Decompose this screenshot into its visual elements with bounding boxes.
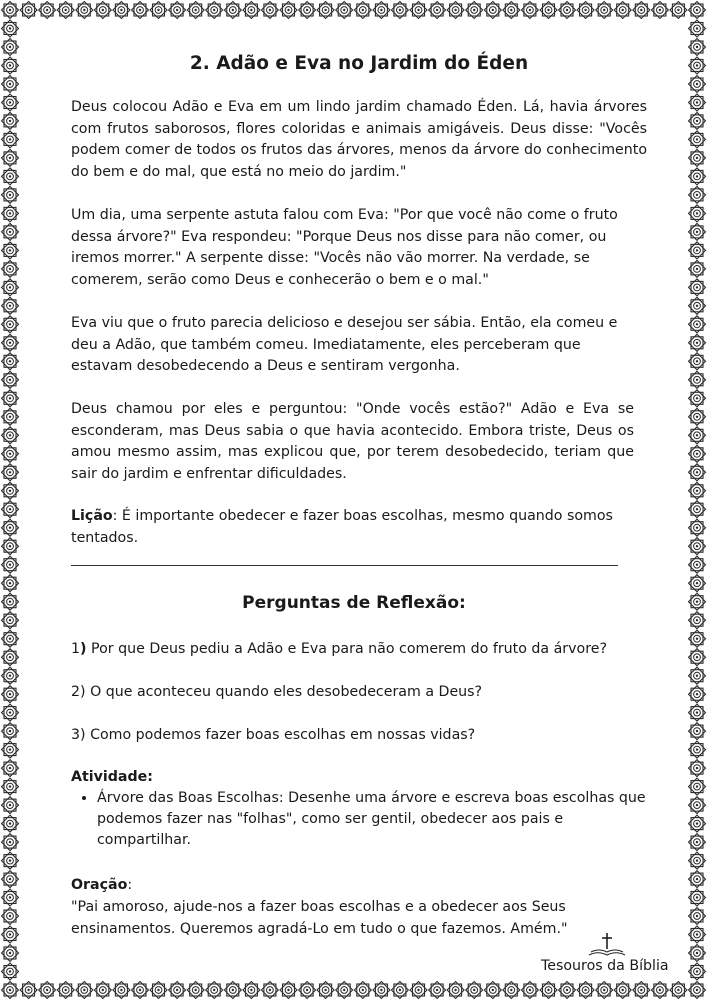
border-tile-icon	[689, 926, 706, 943]
border-tile-icon	[689, 260, 706, 277]
border-tile-icon	[2, 982, 19, 999]
border-tile-icon	[94, 982, 111, 999]
border-tile-icon	[689, 649, 706, 666]
question-number: 3)	[71, 727, 86, 743]
question-paren: )	[80, 641, 87, 657]
border-tile-icon	[689, 519, 706, 536]
border-tile-icon	[132, 982, 149, 999]
border-tile-icon	[76, 982, 93, 999]
border-tile-icon	[2, 316, 19, 333]
brand-logo	[541, 932, 681, 980]
page-title: 2. Adão e Eva no Jardim do Éden	[189, 53, 529, 74]
border-tile-icon	[299, 982, 316, 999]
prayer-text: "Pai amoroso, ajude-nos a fazer boas escolhas e a obedecer aos Seus ensinamentos. Queremos agradá-Lo em tudo o que fazemos. Amém."	[71, 899, 568, 937]
border-tile-icon	[689, 704, 706, 721]
border-tile-icon	[2, 538, 19, 555]
border-tile-icon	[169, 982, 186, 999]
activity-item: • Árvore das Boas Escolhas: Desenhe uma árvore e escreva boas escolhas que podemos fazer nas "folhas", como ser gentil, obedecer aos pais e compartilhar.	[97, 788, 657, 851]
border-tile-icon	[299, 2, 316, 19]
border-tile-icon	[2, 39, 19, 56]
border-tile-icon	[2, 871, 19, 888]
border-tile-icon	[150, 2, 167, 19]
brand-name: Tesouros da Bíblia	[541, 958, 669, 974]
border-tile-icon	[689, 57, 706, 74]
border-tile-icon	[2, 279, 19, 296]
border-tile-icon	[410, 2, 427, 19]
border-tile-icon	[689, 464, 706, 481]
question-2	[71, 682, 482, 703]
story-paragraph-4: Deus chamou por eles e perguntou: "Onde vocês estão?" Adão e Eva se esconderam, mas Deus sabia o que havia acontecido. Embora triste, Deus os amou mesmo assim, mas explicou que, por terem desobedecido, teriam que sair do jardim e enfrentar dificuldades.	[71, 401, 634, 482]
border-tile-icon	[689, 593, 706, 610]
border-tile-icon	[2, 2, 19, 19]
border-tile-icon	[466, 982, 483, 999]
border-tile-icon	[2, 760, 19, 777]
question-text: O que aconteceu quando eles desobedeceram a Deus?	[85, 684, 483, 700]
border-tile-icon	[2, 963, 19, 980]
cross-bible-icon	[587, 932, 627, 958]
border-tile-icon	[521, 2, 538, 19]
border-tile-icon	[391, 982, 408, 999]
story-paragraph-3: Eva viu que o fruto parecia delicioso e desejou ser sábia. Então, ela comeu e deu a Adão, que também comeu. Imediatamente, eles perceberam que estavam desobedecendo a Deus e sentiram vergonha.	[71, 315, 618, 375]
border-tile-icon	[2, 408, 19, 425]
border-tile-icon	[429, 2, 446, 19]
story-paragraph-1: Deus colocou Adão e Eva em um lindo jardim chamado Éden. Lá, havia árvores com frutos saborosos, flores coloridas e animais amigáveis. Deus disse: "Vocês podem comer de todos os frutos das árvores, menos da árvore do conhecimento do bem e do mal, que está no meio do jardim."	[71, 99, 647, 180]
border-tile-icon	[2, 242, 19, 259]
border-tile-icon	[2, 649, 19, 666]
border-tile-icon	[2, 556, 19, 573]
border-tile-icon	[150, 982, 167, 999]
border-tile-icon	[2, 667, 19, 684]
border-tile-icon	[2, 686, 19, 703]
border-tile-icon	[689, 982, 706, 999]
border-tile-icon	[2, 575, 19, 592]
border-tile-icon	[689, 501, 706, 518]
border-tile-icon	[57, 982, 74, 999]
question-3	[71, 725, 475, 746]
border-tile-icon	[391, 2, 408, 19]
question-1	[71, 639, 607, 660]
border-tile-icon	[503, 2, 520, 19]
border-tile-icon	[689, 408, 706, 425]
border-tile-icon	[2, 482, 19, 499]
border-tile-icon	[280, 982, 297, 999]
border-tile-icon	[596, 2, 613, 19]
border-tile-icon	[689, 556, 706, 573]
border-tile-icon	[2, 778, 19, 795]
border-tile-icon	[280, 2, 297, 19]
border-tile-icon	[559, 2, 576, 19]
border-tile-icon	[2, 723, 19, 740]
activity-label: Atividade:	[71, 769, 153, 785]
border-tile-icon	[410, 982, 427, 999]
border-tile-icon	[187, 982, 204, 999]
border-tile-icon	[187, 2, 204, 19]
border-tile-icon	[503, 982, 520, 999]
border-tile-icon	[689, 242, 706, 259]
border-tile-icon	[373, 2, 390, 19]
border-tile-icon	[94, 2, 111, 19]
border-tile-icon	[429, 982, 446, 999]
border-tile-icon	[317, 2, 334, 19]
border-tile-icon	[596, 982, 613, 999]
border-tile-icon	[689, 852, 706, 869]
border-tile-icon	[2, 501, 19, 518]
border-tile-icon	[2, 797, 19, 814]
border-tile-icon	[689, 889, 706, 906]
border-tile-icon	[2, 112, 19, 129]
border-tile-icon	[689, 612, 706, 629]
border-tile-icon	[689, 334, 706, 351]
border-tile-icon	[206, 2, 223, 19]
border-tile-icon	[2, 519, 19, 536]
border-tile-icon	[261, 982, 278, 999]
border-tile-icon	[689, 371, 706, 388]
border-tile-icon	[2, 260, 19, 277]
border-tile-icon	[2, 20, 19, 37]
border-tile-icon	[689, 778, 706, 795]
border-tile-icon	[2, 94, 19, 111]
border-tile-icon	[670, 982, 687, 999]
border-tile-icon	[169, 2, 186, 19]
border-tile-icon	[2, 186, 19, 203]
border-tile-icon	[689, 2, 706, 19]
question-number: 1	[71, 641, 81, 657]
border-tile-icon	[2, 131, 19, 148]
border-tile-icon	[2, 76, 19, 93]
border-tile-icon	[689, 797, 706, 814]
border-tile-icon	[689, 76, 706, 93]
border-tile-icon	[689, 112, 706, 129]
border-tile-icon	[689, 445, 706, 462]
question-text: Como podemos fazer boas escolhas em nossas vidas?	[85, 727, 476, 743]
reflection-title: Perguntas de Reflexão:	[242, 593, 466, 613]
border-tile-icon	[614, 2, 631, 19]
border-tile-icon	[651, 982, 668, 999]
border-tile-icon	[113, 2, 130, 19]
border-tile-icon	[689, 39, 706, 56]
border-tile-icon	[689, 223, 706, 240]
border-tile-icon	[2, 741, 19, 758]
border-tile-icon	[689, 538, 706, 555]
border-tile-icon	[2, 852, 19, 869]
border-tile-icon	[2, 630, 19, 647]
border-tile-icon	[521, 982, 538, 999]
border-tile-icon	[689, 427, 706, 444]
border-tile-icon	[132, 2, 149, 19]
border-tile-icon	[689, 94, 706, 111]
border-tile-icon	[224, 2, 241, 19]
border-tile-icon	[2, 945, 19, 962]
border-tile-icon	[689, 297, 706, 314]
border-tile-icon	[336, 2, 353, 19]
border-tile-icon	[689, 963, 706, 980]
border-tile-icon	[689, 205, 706, 222]
border-tile-icon	[689, 482, 706, 499]
border-tile-icon	[689, 131, 706, 148]
border-tile-icon	[2, 464, 19, 481]
border-tile-icon	[354, 982, 371, 999]
lesson-label: Lição	[71, 508, 113, 524]
border-tile-icon	[2, 445, 19, 462]
border-tile-icon	[689, 667, 706, 684]
border-tile-icon	[689, 834, 706, 851]
border-tile-icon	[614, 982, 631, 999]
border-tile-icon	[689, 815, 706, 832]
border-tile-icon	[447, 2, 464, 19]
border-tile-icon	[689, 390, 706, 407]
border-tile-icon	[2, 390, 19, 407]
border-tile-icon	[689, 279, 706, 296]
border-tile-icon	[206, 982, 223, 999]
border-tile-icon	[689, 20, 706, 37]
border-tile-icon	[2, 149, 19, 166]
question-number: 2)	[71, 684, 86, 700]
border-tile-icon	[224, 982, 241, 999]
border-tile-icon	[633, 982, 650, 999]
border-tile-icon	[261, 2, 278, 19]
border-tile-icon	[689, 149, 706, 166]
border-tile-icon	[689, 908, 706, 925]
border-tile-icon	[2, 223, 19, 240]
border-tile-icon	[484, 2, 501, 19]
border-tile-icon	[2, 815, 19, 832]
border-tile-icon	[484, 982, 501, 999]
border-tile-icon	[689, 945, 706, 962]
border-tile-icon	[2, 612, 19, 629]
border-tile-icon	[2, 593, 19, 610]
border-tile-icon	[689, 575, 706, 592]
border-tile-icon	[2, 908, 19, 925]
border-tile-icon	[651, 2, 668, 19]
border-tile-icon	[689, 630, 706, 647]
lesson-statement	[71, 506, 631, 549]
border-tile-icon	[2, 297, 19, 314]
border-tile-icon	[689, 686, 706, 703]
border-tile-icon	[577, 982, 594, 999]
border-tile-icon	[689, 353, 706, 370]
border-tile-icon	[689, 723, 706, 740]
lesson-text: : É importante obedecer e fazer boas escolhas, mesmo quando somos tentados.	[71, 508, 613, 546]
border-tile-icon	[243, 2, 260, 19]
border-tile-icon	[2, 57, 19, 74]
border-tile-icon	[20, 982, 37, 999]
border-tile-icon	[633, 2, 650, 19]
story-paragraph-2: Um dia, uma serpente astuta falou com Eva: "Por que você não come o fruto dessa árvore?" Eva respondeu: "Porque Deus nos disse para não comer, ou iremos morrer." A serpente disse: "Vocês não vão morrer. Na verdade, se comerem, serão como Deus e conhecerão o bem e o mal."	[71, 207, 618, 288]
divider-line	[71, 565, 618, 566]
border-tile-icon	[689, 871, 706, 888]
border-tile-icon	[2, 834, 19, 851]
border-tile-icon	[317, 982, 334, 999]
question-text: Por que Deus pediu a Adão e Eva para não comerem do fruto da árvore?	[86, 641, 607, 657]
border-tile-icon	[373, 982, 390, 999]
prayer-heading	[71, 875, 132, 896]
activity-list	[71, 788, 657, 851]
border-tile-icon	[2, 353, 19, 370]
border-tile-icon	[39, 2, 56, 19]
border-tile-icon	[2, 334, 19, 351]
border-tile-icon	[2, 926, 19, 943]
border-tile-icon	[689, 760, 706, 777]
prayer-colon: :	[127, 877, 133, 893]
border-tile-icon	[57, 2, 74, 19]
border-tile-icon	[559, 982, 576, 999]
border-tile-icon	[2, 205, 19, 222]
border-tile-icon	[2, 889, 19, 906]
border-tile-icon	[689, 168, 706, 185]
border-tile-icon	[447, 982, 464, 999]
border-tile-icon	[540, 982, 557, 999]
border-tile-icon	[2, 168, 19, 185]
border-tile-icon	[689, 316, 706, 333]
border-tile-icon	[76, 2, 93, 19]
border-tile-icon	[577, 2, 594, 19]
border-tile-icon	[540, 2, 557, 19]
border-tile-icon	[20, 2, 37, 19]
border-tile-icon	[336, 982, 353, 999]
border-tile-icon	[113, 982, 130, 999]
border-tile-icon	[670, 2, 687, 19]
border-tile-icon	[2, 704, 19, 721]
prayer-label: Oração	[71, 877, 128, 893]
border-tile-icon	[2, 427, 19, 444]
border-tile-icon	[243, 982, 260, 999]
border-tile-icon	[354, 2, 371, 19]
border-tile-icon	[466, 2, 483, 19]
border-tile-icon	[689, 186, 706, 203]
border-tile-icon	[689, 741, 706, 758]
border-tile-icon	[2, 371, 19, 388]
border-tile-icon	[39, 982, 56, 999]
